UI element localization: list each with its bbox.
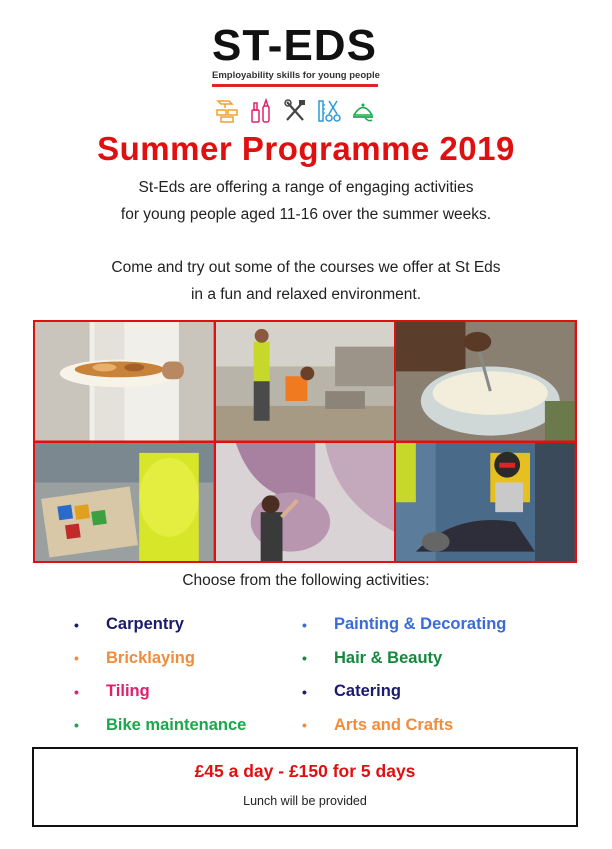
logo: [212, 22, 392, 87]
activity-label: Bike maintenance: [106, 715, 247, 734]
tiling-photo: [35, 443, 214, 562]
bullet: •: [74, 616, 79, 633]
hair-scissors-comb-icon: [317, 98, 341, 124]
list-item: [302, 608, 506, 642]
list-item: [74, 642, 246, 676]
list-item: [74, 675, 246, 709]
list-item: [74, 608, 246, 642]
page-title: Summer Programme 2019: [97, 130, 515, 167]
list-item: [302, 675, 506, 709]
activity-label: Painting & Decorating: [334, 615, 507, 634]
activity-label: Hair & Beauty: [334, 648, 443, 667]
bullet: •: [74, 650, 79, 667]
activity-label: Catering: [334, 682, 401, 701]
bullet: •: [302, 717, 307, 734]
list-item: [302, 709, 506, 743]
bullet: •: [302, 683, 307, 700]
logo-name: ST-EDS: [212, 21, 377, 70]
activities-list-left: [74, 608, 246, 742]
catering-cloche-icon: [351, 98, 375, 124]
activity-label: Bricklaying: [106, 648, 195, 667]
intro-line-4: in a fun and relaxed environment.: [190, 286, 422, 303]
lunch-note: Lunch will be provided: [243, 794, 367, 808]
list-item: [302, 642, 506, 676]
painting-photo: [216, 443, 395, 562]
trade-icons: [215, 98, 375, 124]
activity-label: Tiling: [106, 682, 150, 701]
logo-tagline: Employability skills for young people: [212, 70, 378, 87]
bricklaying-icon: [215, 98, 239, 124]
activity-label: Arts and Crafts: [334, 715, 454, 734]
bullet: •: [302, 650, 307, 667]
tools-icon: [283, 98, 307, 124]
activity-label: Carpentry: [106, 615, 184, 634]
bricklaying-photo: [216, 322, 395, 441]
intro-line-3: Come and try out some of the courses we offer at St Eds: [111, 259, 501, 276]
bullet: •: [302, 616, 307, 633]
activities-list-right: [302, 608, 506, 742]
intro-line-1: St-Eds are offering a range of engaging activities: [138, 179, 474, 196]
price-text: £45 a day - £150 for 5 days: [194, 761, 416, 781]
price-box: [32, 747, 578, 827]
bullet: •: [74, 717, 79, 734]
catering-photo: [35, 322, 214, 441]
bike-photo: [396, 443, 575, 562]
photo-grid: [33, 320, 577, 563]
activities-heading: Choose from the following activities:: [182, 572, 430, 589]
hair-beauty-icon: [249, 98, 273, 124]
intro-line-2: for young people aged 11-16 over the summer weeks.: [120, 206, 492, 223]
list-item: [74, 709, 246, 743]
bullet: •: [74, 683, 79, 700]
baking-photo: [396, 322, 575, 441]
